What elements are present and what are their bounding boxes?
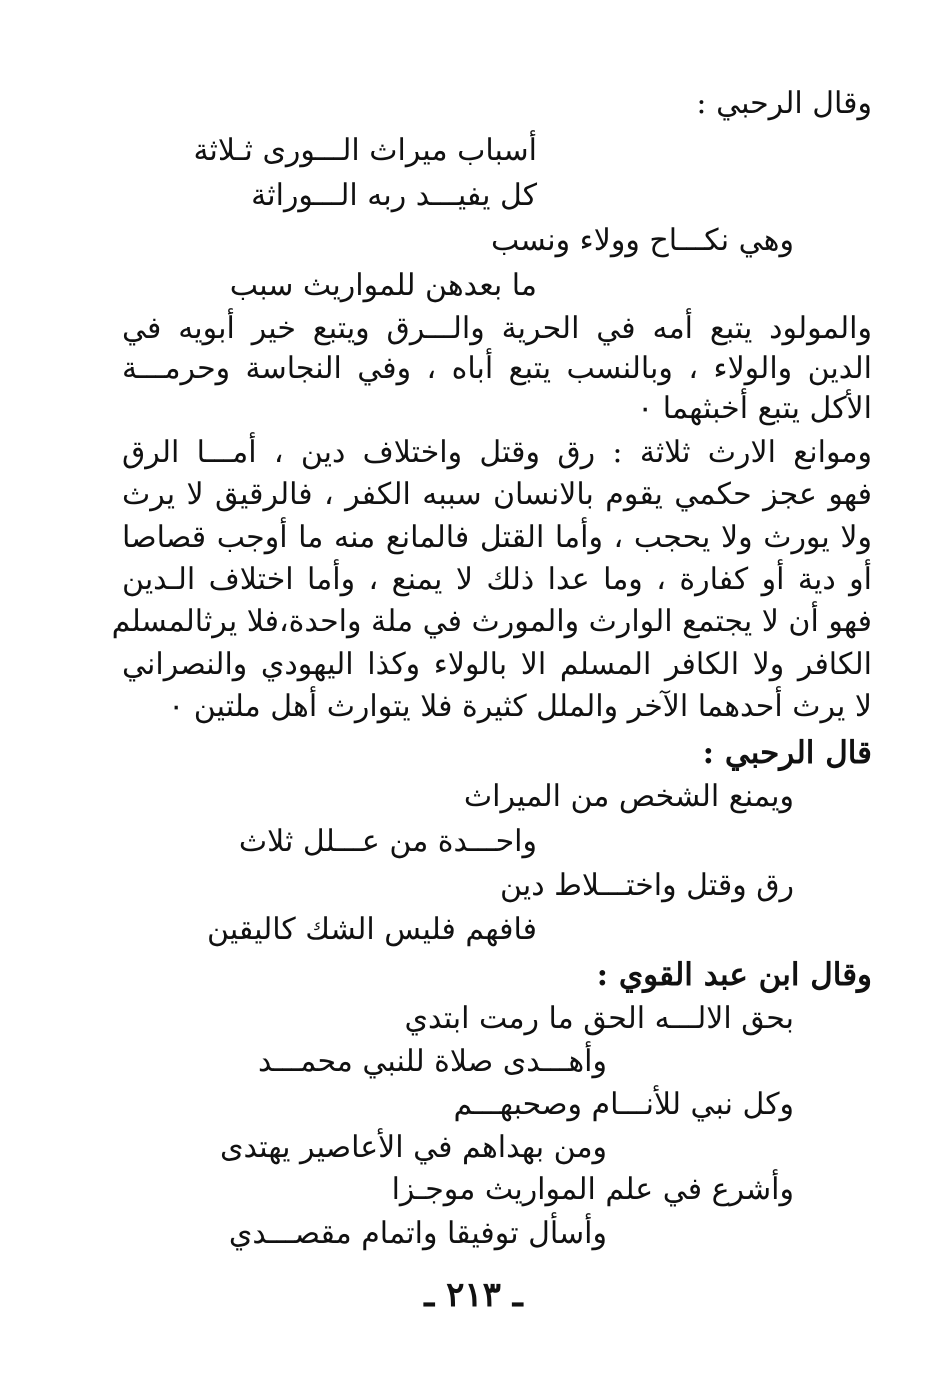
poem3-line-2: وأهـــدى صلاة للنبي محمـــد [257,1044,607,1079]
para2-line-4: أو دية أو كفارة ، وما عدا ذلك لا يمنع ، وأما اختلاف الـدين [122,562,872,597]
poem2-line-4: فافهم فليس الشك كاليقين [207,912,537,947]
poem1-line-2: كل يفيـــد ربه الـــوراثة [251,178,537,213]
page-number: ـ ٢١٣ ـ [424,1275,523,1315]
heading-rahabi: قال الرحبي : [702,735,872,771]
para2-line-5: فهو أن لا يجتمع الوارث والمورث في ملة واحدة،فلا يرثالمسلم [111,604,872,639]
para2-line-2: فهو عجز حكمي يقوم بالانسان سببه الكفر ، فالرقيق لا يرث [122,477,872,512]
intro-label: وقال الرحبي : [696,86,872,121]
heading-ibn-abd-alqawi: وقال ابن عبد القوي : [596,957,872,993]
poem1-line-3: وهي نكـــاح وولاء ونسب [491,223,794,258]
poem3-line-4: ومن بهداهم في الأعاصير يهتدى [220,1130,607,1165]
poem1-line-4: ما بعدهن للمواريث سبب [229,268,537,303]
poem1-line-1: أسباب ميراث الـــورى ثـلاثة [193,133,537,168]
poem3-line-3: وكل نبي للأنـــام وصحبهـــم [453,1087,794,1122]
poem3-line-5: وأشرع في علم المواريث موجـزا [391,1172,794,1207]
para2-line-6: الكافر ولا الكافر المسلم الا بالولاء وكذا اليهودي والنصراني [122,647,872,682]
poem3-line-6: وأسأل توفيقا واتمام مقصـــدي [228,1216,607,1251]
poem2-line-1: ويمنع الشخص من الميراث [463,779,794,814]
para2-line-1: وموانع الارث ثلاثة : رق وقتل واختلاف دين ، أمـــا الرق [122,435,872,470]
poem3-line-1: بحق الالـــه الحق ما رمت ابتدي [404,1001,794,1036]
para1-line-3: الأكل يتبع أخبثهما ٠ [637,391,872,426]
para1-line-2: الدين والولاء ، وبالنسب يتبع أباه ، وفي النجاسة وحرمـــة [122,351,872,386]
poem2-line-2: واحـــدة من عـــلل ثلاث [238,824,537,859]
para2-line-7: لا يرث أحدهما الآخر والملل كثيرة فلا يتوارث أهل ملتين ٠ [168,689,872,724]
poem2-line-3: رق وقتل واختـــلاط دين [500,868,794,903]
para2-line-3: ولا يورث ولا يحجب ، وأما القتل فالمانع منه ما أوجب قصاصا [122,520,872,555]
para1-line-1: والمولود يتبع أمه في الحرية والـــرق ويتبع خير أبويه في [122,311,872,346]
